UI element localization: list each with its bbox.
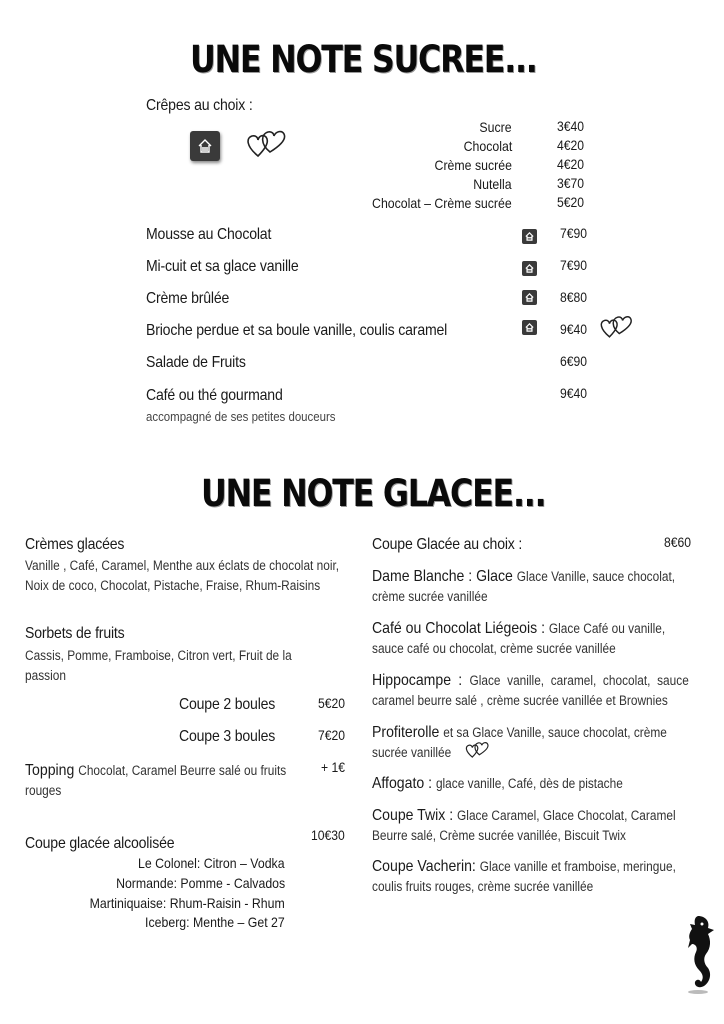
coupe-choix-title: Coupe Glacée au choix : bbox=[372, 536, 523, 553]
dessert-name: Salade de Fruits bbox=[146, 354, 246, 371]
cremes-glacees-title: Crèmes glacées bbox=[25, 536, 125, 553]
coupe-desc: glace vanille, Café, dès de pistache bbox=[435, 776, 623, 791]
alcool-line: Normande: Pomme - Calvados bbox=[115, 875, 285, 891]
chef-hat-icon bbox=[522, 290, 537, 305]
crepe-name: Chocolat bbox=[463, 138, 512, 154]
coupe-3-boules-price: 7€20 bbox=[318, 728, 346, 743]
sorbets-text: Cassis, Pomme, Framboise, Citron vert, Fruit de la passion bbox=[25, 648, 292, 683]
coupe-name: Affogato : bbox=[372, 775, 433, 792]
coupe-name: Café ou Chocolat Liégeois : bbox=[372, 620, 545, 637]
crepe-row bbox=[0, 157, 724, 176]
coupe-desc: Glace Vanille, sauce chocolat, crème sucrée vanillée bbox=[372, 569, 676, 604]
coupe-twix bbox=[372, 806, 724, 846]
coupe-hippocampe bbox=[372, 671, 724, 711]
alcool-line: Martiniquaise: Rhum-Raisin - Rhum bbox=[89, 895, 285, 911]
dessert-name: Crème brûlée bbox=[146, 290, 230, 307]
crepe-price: 4€20 bbox=[557, 157, 585, 172]
coupe-name: Hippocampe : bbox=[372, 672, 463, 689]
double-heart-icon bbox=[464, 739, 490, 761]
coupe-name: Profiterolle bbox=[372, 724, 440, 741]
crepe-price: 3€70 bbox=[557, 176, 585, 191]
dessert-name: Brioche perdue et sa boule vanille, coulis caramel bbox=[146, 322, 448, 339]
dessert-name: Mousse au Chocolat bbox=[146, 226, 272, 243]
coupe-alcoolisee-title: Coupe glacée alcoolisée bbox=[25, 835, 175, 852]
chef-hat-icon bbox=[522, 229, 537, 244]
coupe-2-boules-price: 5€20 bbox=[318, 696, 346, 711]
dessert-price: 8€80 bbox=[560, 290, 588, 305]
alcool-line: Le Colonel: Citron – Vodka bbox=[138, 855, 285, 871]
coupe-3-boules: Coupe 3 boules bbox=[179, 728, 276, 745]
coupe-liegeois bbox=[372, 619, 724, 659]
crepe-name: Chocolat – Crème sucrée bbox=[372, 195, 512, 211]
dessert-description: accompagné de ses petites douceurs bbox=[146, 409, 336, 424]
coupe-choix-price: 8€60 bbox=[664, 535, 692, 550]
coupe-name: Coupe Twix : bbox=[372, 807, 454, 824]
coupe-lead: Glace bbox=[472, 568, 513, 585]
dessert-price: 9€40 bbox=[560, 386, 588, 401]
crepe-price: 3€40 bbox=[557, 119, 585, 134]
crepe-row bbox=[0, 195, 724, 214]
dessert-price: 9€40 bbox=[560, 322, 588, 337]
chef-hat-icon bbox=[522, 320, 537, 335]
coupe-affogato bbox=[372, 774, 724, 794]
crepe-row bbox=[0, 119, 724, 138]
coupe-desc: Glace vanille et framboise, meringue, coulis fruits rouges, crème sucrée vanillée bbox=[372, 859, 676, 894]
dessert-price: 7€90 bbox=[560, 226, 588, 241]
sorbets-title: Sorbets de fruits bbox=[25, 625, 125, 642]
coupe-profiterolle bbox=[372, 723, 724, 763]
coupe-dame-blanche bbox=[372, 567, 724, 607]
dessert-price: 6€90 bbox=[560, 354, 588, 369]
crepe-row bbox=[0, 138, 724, 157]
topping-price: + 1€ bbox=[321, 760, 345, 775]
crepe-name: Crème sucrée bbox=[434, 157, 512, 173]
topping bbox=[25, 761, 325, 801]
crepe-row bbox=[0, 176, 724, 195]
crepes-label: Crêpes au choix : bbox=[146, 97, 253, 114]
coupe-desc: Glace vanille, caramel, chocolat, sauce caramel beurre salé , crème sucrée vanillée et Brownies bbox=[372, 673, 689, 708]
topping-title: Topping bbox=[25, 762, 75, 779]
crepe-name: Nutella bbox=[473, 176, 512, 192]
coupe-vacherin bbox=[372, 857, 724, 897]
dessert-price: 7€90 bbox=[560, 258, 588, 273]
coupe-name: Dame Blanche : bbox=[372, 568, 473, 585]
section-title-glacee: UNE NOTE GLACEE... bbox=[201, 472, 546, 515]
coupe-desc: Glace Caramel, Glace Chocolat, Caramel Beurre salé, Crème sucrée vanillée, Biscuit Twix bbox=[372, 808, 676, 843]
coupe-name: Coupe Vacherin: bbox=[372, 858, 476, 875]
double-heart-icon bbox=[598, 312, 634, 342]
coupe-desc: Glace Café ou vanille, sauce café ou chocolat, crème sucrée vanillée bbox=[372, 621, 666, 656]
crepe-name: Sucre bbox=[479, 119, 512, 135]
chef-hat-icon bbox=[522, 261, 537, 276]
crepe-price: 5€20 bbox=[557, 195, 585, 210]
crepe-price: 4€20 bbox=[557, 138, 585, 153]
coupe-alcoolisee-price: 10€30 bbox=[311, 828, 345, 843]
section-title-sucree: UNE NOTE SUCREE... bbox=[190, 38, 537, 81]
cremes-glacees-text: Vanille , Café, Caramel, Menthe aux éclats de chocolat noir, Noix de coco, Chocolat, Pistache, Fraise, Rhum-Raisins bbox=[25, 558, 340, 593]
alcool-line: Iceberg: Menthe – Get 27 bbox=[145, 914, 285, 930]
dessert-name: Mi-cuit et sa glace vanille bbox=[146, 258, 299, 275]
seahorse-logo bbox=[678, 912, 718, 996]
coupe-desc: et sa Glace Vanille, sauce chocolat, crème sucrée vanillée bbox=[372, 725, 667, 760]
cremes-glacees-desc bbox=[25, 556, 385, 595]
dessert-name: Café ou thé gourmand bbox=[146, 387, 283, 404]
sorbets-desc bbox=[25, 646, 355, 685]
coupe-2-boules: Coupe 2 boules bbox=[179, 696, 276, 713]
topping-desc: Chocolat, Caramel Beurre salé ou fruits rouges bbox=[25, 763, 287, 798]
